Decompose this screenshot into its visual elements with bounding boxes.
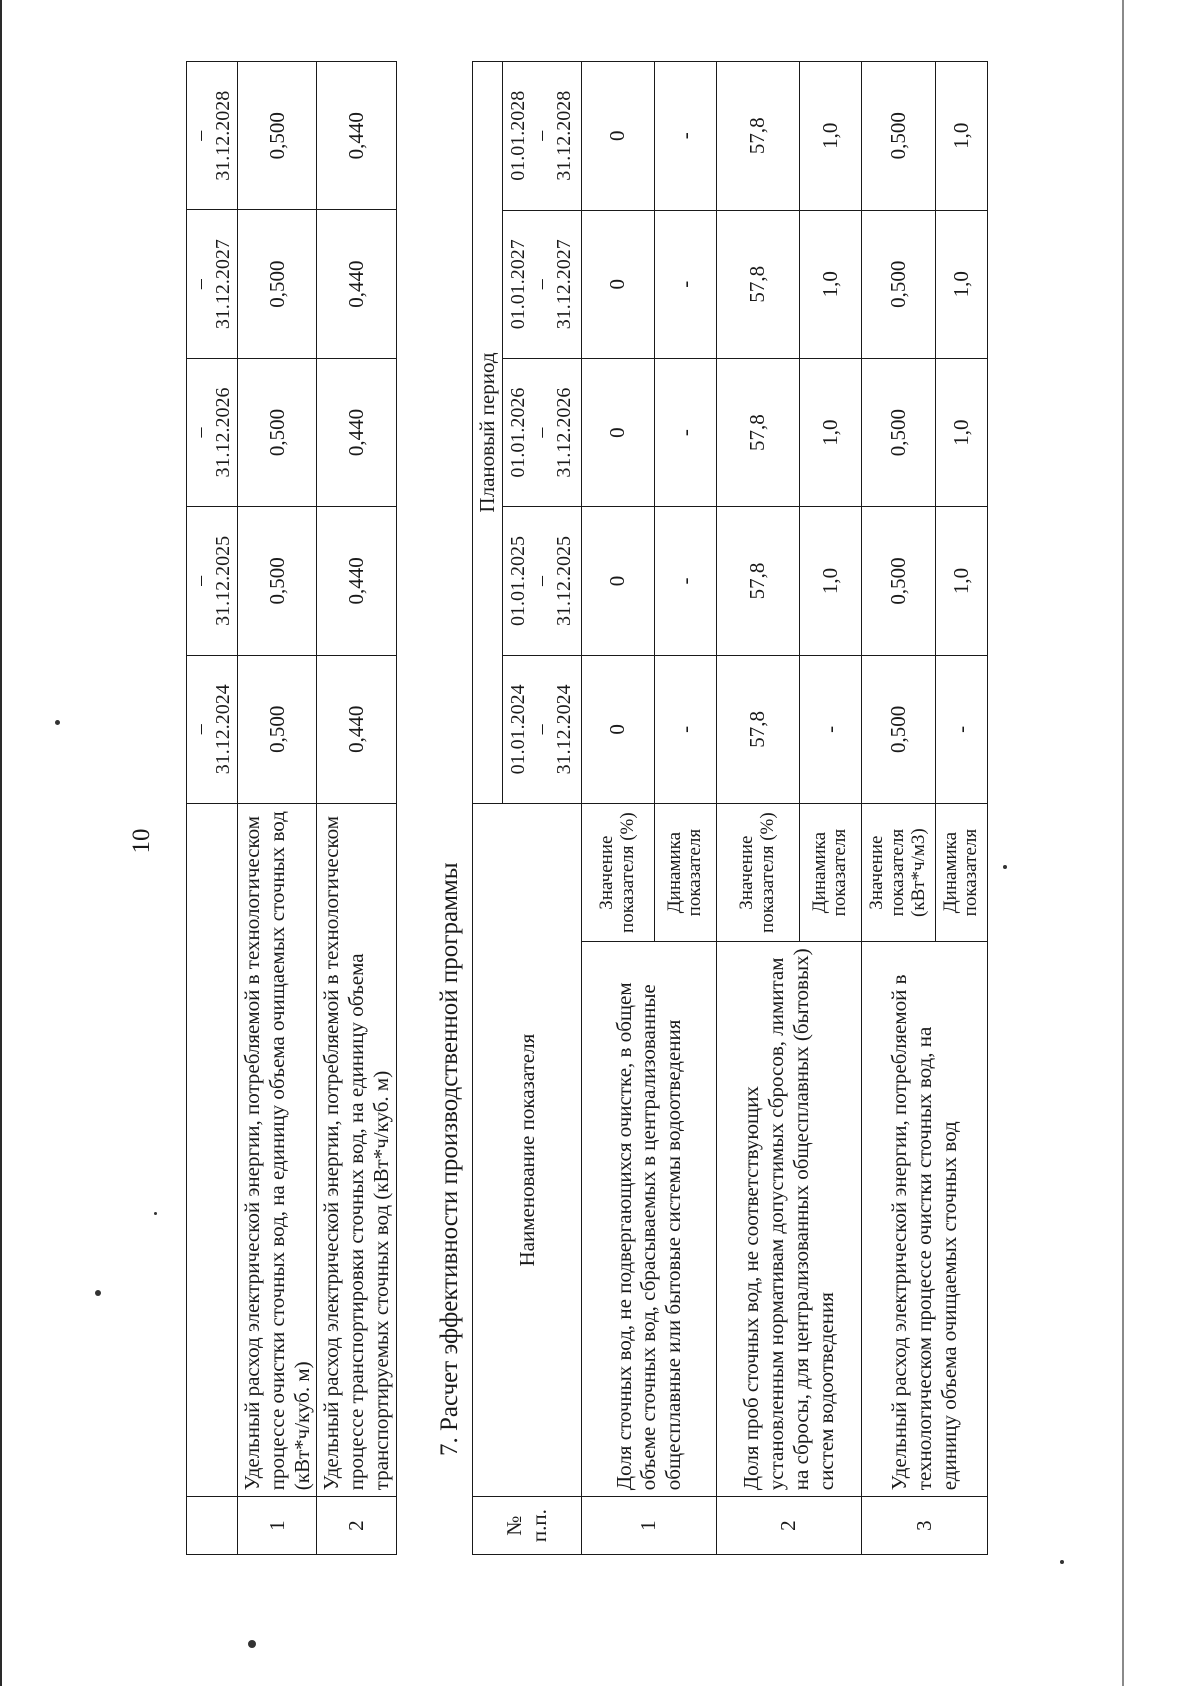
value-cell: 0,440	[317, 358, 396, 506]
scan-speck	[95, 1290, 101, 1296]
dynamics-cell: 1,0	[935, 358, 987, 506]
table-row	[716, 62, 799, 1555]
value-cell: 0,500	[861, 507, 935, 655]
period-header: – 31.12.2026	[187, 358, 238, 506]
dynamics-cell: 1,0	[799, 210, 861, 358]
indicator-name: Удельный расход электрической энергии, потребляемой в технологическом процессе транспортировки сточных вод, на единицу объема транспортируемых сточных вод (кВт*ч/куб. м)	[317, 803, 396, 1496]
scan-speck	[1060, 1560, 1064, 1564]
dynamics-label: Динамика показателя	[799, 804, 861, 942]
row-number: 3	[861, 1497, 987, 1555]
table-row	[861, 62, 935, 1555]
section-title: 7. Расчет эффективности производственной программы	[436, 862, 463, 1456]
page-number: 10	[128, 828, 155, 854]
header-name-cell: Наименование показателя	[473, 804, 582, 1497]
value-cell: 57,8	[716, 358, 799, 506]
dynamics-label: Динамика показателя	[935, 804, 987, 942]
period-header: – 31.12.2024	[187, 655, 238, 803]
program-efficiency-table	[472, 61, 988, 1555]
period-header: 01.01.2027 – 31.12.2027	[502, 210, 581, 358]
value-cell: 0	[581, 62, 654, 211]
period-header: – 31.12.2027	[187, 210, 238, 358]
value-cell: 0	[581, 507, 654, 655]
dynamics-cell: -	[654, 655, 716, 803]
dynamics-cell: -	[935, 655, 987, 803]
value-cell: 0,500	[861, 655, 935, 803]
table-row	[238, 62, 317, 1555]
value-cell: 0,440	[317, 210, 396, 358]
dynamics-cell: 1,0	[799, 507, 861, 655]
indicator-name: Удельный расход электрической энергии, потребляемой в технологическом процессе очистки сточных вод, на единицу объема очищаемых сточных вод	[861, 942, 987, 1497]
row-number: 1	[581, 1497, 716, 1555]
table-row	[317, 62, 396, 1555]
value-cell: 0,500	[238, 62, 317, 210]
dynamics-cell: 1,0	[799, 62, 861, 211]
dynamics-cell: 1,0	[935, 210, 987, 358]
value-cell: 0,500	[238, 655, 317, 803]
value-cell: 0	[581, 358, 654, 506]
dynamics-cell: -	[654, 507, 716, 655]
value-cell: 57,8	[716, 655, 799, 803]
row-number: 2	[317, 1497, 396, 1555]
scan-speck	[55, 720, 60, 725]
row-number: 2	[716, 1497, 861, 1555]
value-cell: 0,500	[238, 507, 317, 655]
period-header: 01.01.2028 – 31.12.2028	[502, 62, 581, 211]
value-label: Значение показателя (кВт*ч/м3)	[861, 804, 935, 942]
table-row	[581, 62, 654, 1555]
scan-speck	[1003, 865, 1007, 869]
header-name-cell	[187, 803, 238, 1496]
dynamics-label: Динамика показателя	[654, 804, 716, 942]
dynamics-cell: 1,0	[799, 358, 861, 506]
dynamics-cell: -	[799, 655, 861, 803]
table-header-row	[473, 62, 503, 1555]
dynamics-cell: -	[654, 210, 716, 358]
dynamics-cell: 1,0	[935, 507, 987, 655]
table-header-row	[187, 62, 238, 1555]
header-number-cell	[187, 1497, 238, 1555]
value-cell: 57,8	[716, 210, 799, 358]
value-cell: 0,500	[238, 358, 317, 506]
planned-period-header: Плановый период	[473, 62, 503, 804]
value-cell: 0,500	[238, 210, 317, 358]
dynamics-cell: -	[654, 358, 716, 506]
period-header: 01.01.2025 – 31.12.2025	[502, 507, 581, 655]
value-cell: 0,500	[861, 62, 935, 211]
value-cell: 57,8	[716, 62, 799, 211]
header-number-cell: № п.п.	[473, 1497, 582, 1555]
value-cell: 0	[581, 655, 654, 803]
value-cell: 0,440	[317, 507, 396, 655]
period-header: – 31.12.2025	[187, 507, 238, 655]
row-number: 1	[238, 1497, 317, 1555]
value-cell: 0,440	[317, 655, 396, 803]
energy-indicators-table	[186, 61, 397, 1555]
value-cell: 0,500	[861, 358, 935, 506]
scan-speck	[248, 1640, 256, 1648]
scan-speck	[154, 1212, 157, 1215]
dynamics-cell: 1,0	[935, 62, 987, 211]
period-header: – 31.12.2028	[187, 62, 238, 210]
indicator-name: Доля проб сточных вод, не соответствующих установленным нормативам допустимых сбросов, лимитам на сбросы, для централизованных общесплавных (бытовых) систем водоотведения	[716, 942, 861, 1497]
value-cell: 0	[581, 210, 654, 358]
value-cell: 0,500	[861, 210, 935, 358]
indicator-name: Доля сточных вод, не подвергающихся очистке, в общем объеме сточных вод, сбрасываемых в централизованные общесплавные или бытовые системы водоотведения	[581, 942, 716, 1497]
value-label: Значение показателя (%)	[581, 804, 654, 942]
indicator-name: Удельный расход электрической энергии, потребляемой в технологическом процессе очистки сточных вод, на единицу объема очищаемых сточных вод (кВт*ч/куб. м)	[238, 803, 317, 1496]
period-header: 01.01.2024 – 31.12.2024	[502, 655, 581, 803]
value-label: Значение показателя (%)	[716, 804, 799, 942]
period-header: 01.01.2026 – 31.12.2026	[502, 358, 581, 506]
value-cell: 0,440	[317, 62, 396, 210]
value-cell: 57,8	[716, 507, 799, 655]
dynamics-cell: -	[654, 62, 716, 211]
